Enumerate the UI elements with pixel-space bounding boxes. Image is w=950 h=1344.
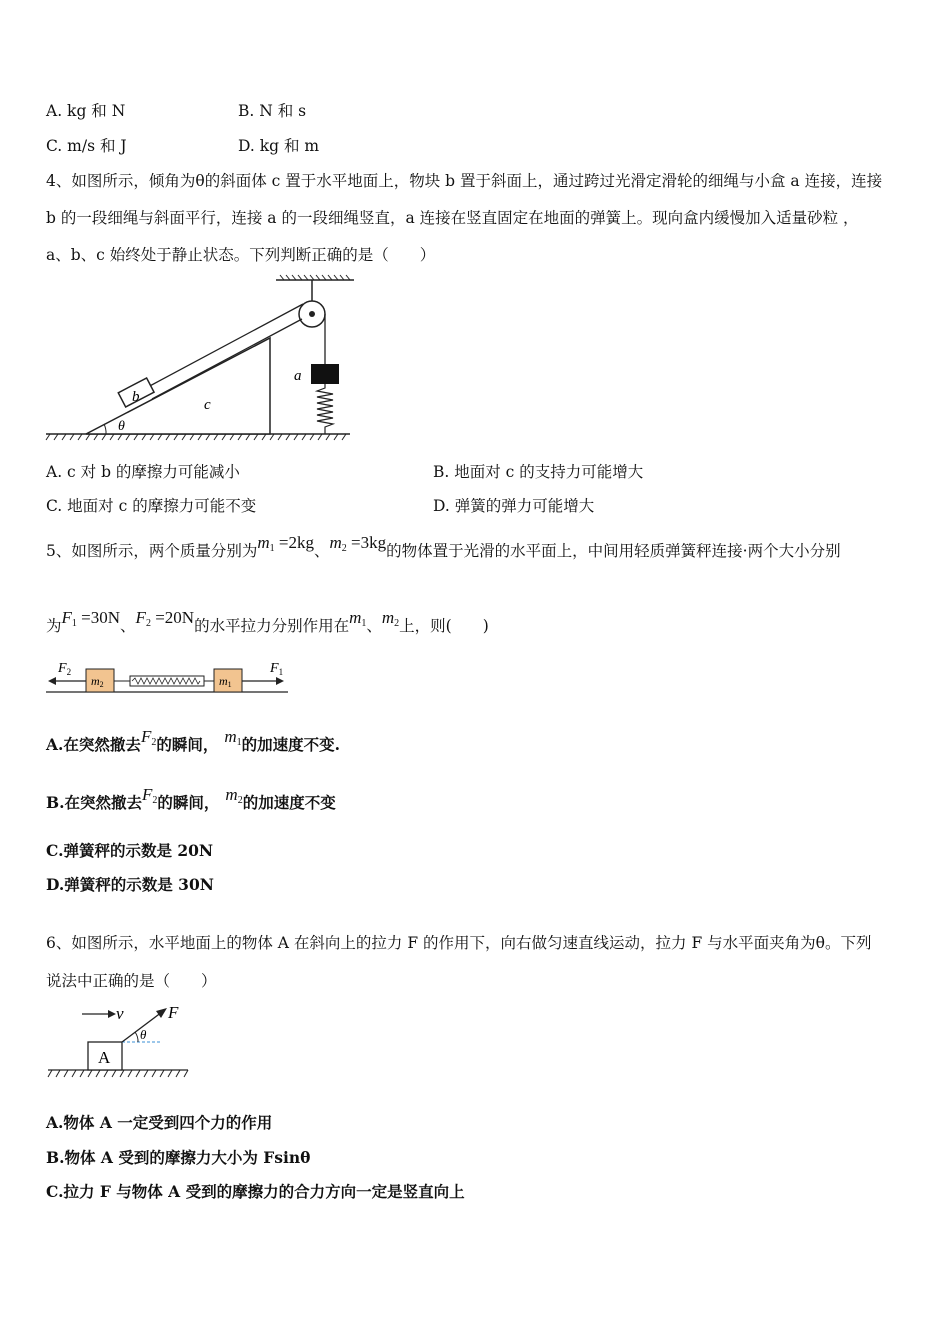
box-a [311,364,339,384]
prev-option-c: C. m/s 和 J [46,137,127,155]
q4-option-b: B. 地面对 c 的支持力可能增大 [433,463,644,481]
q4-option-a: A. c 对 b 的摩擦力可能减小 [46,463,240,481]
wedge-c [86,338,270,434]
prev-option-d: D. kg 和 m [238,137,320,155]
q5-option-d: D.弹簧秤的示数是 30N [46,875,214,894]
q5-stem-line2: 为$F_1 =30N$、$F_2 =20N$的水平拉力分别作用在$m_1$、$m_2$上，则( ) [46,608,489,635]
q6-figure [46,998,206,1088]
label-b: b [132,389,140,405]
prev-option-b: B. N 和 s [238,102,307,120]
fig-m2: m [91,674,100,688]
q5-option-c: C.弹簧秤的示数是 20N [46,841,214,860]
prev-option-a: A. kg 和 N [46,102,126,120]
fig-f1: F [270,661,279,676]
q4-option-c: C. 地面对 c 的摩擦力可能不变 [46,497,257,515]
fig-v: v [116,1004,124,1023]
q6-option-c: C.拉力 F 与物体 A 受到的摩擦力的合力方向一定是竖直向上 [46,1182,465,1201]
q5-figure [44,656,304,706]
fig-m1: m [219,674,228,688]
fig-f2: F [58,661,67,676]
fig-theta: θ [140,1027,147,1042]
q6-stem-line1: 6、如图所示，水平地面上的物体 A 在斜向上的拉力 F 的作用下，向右做匀速直线运动，拉力 F 与水平面夹角为θ。下列 [46,934,872,952]
fig-f2-sub: 2 [66,667,72,677]
fig-F: F [168,1003,179,1022]
q4-option-d: D. 弹簧的弹力可能增大 [433,497,595,515]
q6-option-b: B.物体 A 受到的摩擦力大小为 Fsinθ [46,1148,311,1167]
q4-stem-line2: b 的一段细绳与斜面平行，连接 a 的一段细绳竖直，a 连接在竖直固定在地面的弹簧上。现向盒内缓慢加入适量砂粒 ， [46,209,859,227]
label-theta: θ [118,419,125,434]
fig-m1-sub: 1 [227,680,232,689]
fig-f1-sub: 1 [278,667,284,677]
svg-text:F2 [57,661,71,677]
fig-A: A [98,1048,111,1067]
q4-stem-line1: 4、如图所示，倾角为θ的斜面体 c 置于水平地面上，物块 b 置于斜面上，通过跨过光滑定滑轮的细绳与小盒 a 连接，连接 [46,172,883,190]
q5-option-a: A.在突然撤去$F_2$的瞬间， $m_1$的加速度不变. [46,727,341,754]
svg-text:F1 [269,661,283,677]
q6-stem-line2: 说法中正确的是（ ） [46,972,217,990]
q4-figure [44,272,364,442]
fig-m2-sub: 2 [99,680,104,689]
label-c: c [204,397,211,413]
q6-option-a: A.物体 A 一定受到四个力的作用 [46,1113,273,1132]
q4-stem-line3: a、b、c 始终处于静止状态。下列判断正确的是（ ） [46,246,436,264]
q5-stem-line1: 5、如图所示，两个质量分别为$m_1 =2kg$、$m_2 =3kg$的物体置于光滑的水平面上，中间用轻质弹簧秤连接·两个大小分别 [46,533,841,560]
q5-option-b: B.在突然撤去$F_2$的瞬间， $m_2$的加速度不变 [46,785,336,812]
label-a: a [294,368,302,384]
spring [317,384,333,434]
